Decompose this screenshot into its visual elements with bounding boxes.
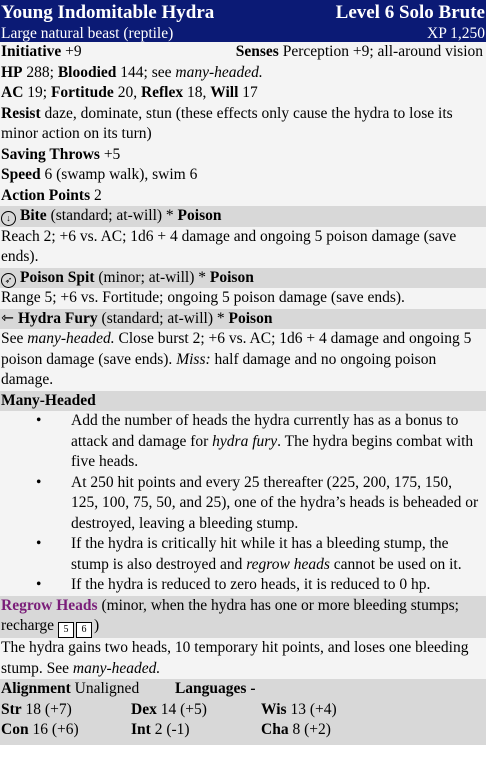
power-keyword: Poison	[177, 207, 222, 224]
ability-value: 8 (+2)	[292, 721, 331, 738]
hp-row	[1, 63, 485, 84]
bloodied-ref: many-headed.	[175, 63, 263, 81]
regrow-text: The hydra gains two heads, 10 temporary hit points, and loses one bleeding stump. See	[1, 639, 469, 677]
alignment-value: Unaligned	[74, 680, 140, 697]
will-value: 17	[242, 84, 258, 101]
initiative	[1, 42, 82, 63]
monster-xp: XP 1,250	[427, 25, 485, 42]
power-fury-header	[0, 309, 486, 330]
ability-cha	[261, 720, 401, 741]
bullet-text: . The hydra begins combat with five heads.	[71, 432, 474, 470]
footer	[0, 679, 486, 745]
ability-label: Wis	[261, 700, 287, 718]
senses-label: Senses	[235, 43, 279, 60]
hp-label: HP	[1, 63, 23, 81]
header-bottom-row	[1, 24, 485, 43]
action-points-value: 2	[94, 186, 102, 204]
will-label: Will	[210, 84, 239, 101]
monster-level: Level 6 Solo Brute	[335, 2, 485, 23]
ability-value: 18 (+7)	[25, 700, 72, 718]
ability-label: Dex	[131, 700, 157, 718]
resist-label: Resist	[1, 104, 41, 122]
bloodied-label: Bloodied	[57, 63, 117, 81]
ability-wis	[261, 700, 401, 721]
bloodied-value: 144; see	[120, 63, 172, 81]
ability-int	[131, 720, 261, 741]
resist-row	[1, 104, 485, 145]
power-bite-text: Reach 2; +6 vs. AC; 1d6 + 4 damage and ongoing 5 poison damage (save ends).	[0, 227, 486, 268]
power-keyword: Poison	[209, 268, 254, 286]
ac-value: 19;	[27, 84, 48, 101]
power-keyword: Poison	[228, 309, 273, 327]
defenses-row	[1, 83, 485, 104]
speed-value: 6 (swamp walk), swim 6	[44, 166, 198, 183]
senses	[236, 42, 483, 63]
power-usage: (minor; at-will) *	[98, 268, 207, 286]
languages-value: -	[250, 680, 256, 697]
fury-text-miss: Miss:	[176, 350, 211, 368]
action-points-label: Action Points	[1, 186, 91, 204]
power-usage: (minor, when the hydra has one or more bleeding stumps; recharge	[1, 596, 459, 634]
ability-label: Cha	[261, 721, 289, 738]
power-usage: (standard; at-will) *	[50, 207, 174, 224]
initiative-row	[1, 42, 485, 63]
bullet-text: At 250 hit points and every 25 thereafter (225, 200, 175, 150, 125, 100, 75, 50, and 25), one of the hydra’s heads is beheaded or destroyed, leaving a bleeding stump.	[71, 473, 479, 532]
fury-text-post: half damage and no ongoing poison damage.	[1, 350, 437, 388]
hp-value: 288;	[26, 63, 54, 81]
senses-value: Perception +9; all-around vision	[282, 43, 483, 60]
close-burst-icon: ⇽	[1, 309, 14, 327]
saves-row	[1, 145, 485, 166]
many-headed-title: Many-Headed	[0, 391, 486, 412]
ability-value: 16 (+6)	[32, 721, 79, 738]
bullet-em: regrow heads	[246, 555, 330, 573]
ability-value: 13 (+4)	[290, 700, 337, 718]
ability-label: Int	[131, 721, 151, 738]
power-name: Hydra Fury	[18, 309, 98, 327]
fort-label: Fortitude	[50, 84, 114, 101]
fury-text-pre: See	[1, 330, 24, 347]
bullet-text: Add the number of heads the hydra currently has as a bonus to attack and damage for	[71, 412, 459, 450]
monster-type: Large natural beast (reptile)	[1, 25, 174, 42]
saves-value: +5	[103, 145, 121, 163]
initiative-value: +9	[65, 43, 82, 60]
speed-row	[1, 165, 485, 186]
bullet-text: If the hydra is reduced to zero heads, it is reduced to 0 hp.	[71, 576, 431, 593]
saves-label: Saving Throws	[1, 145, 100, 163]
ref-label: Reflex	[140, 84, 184, 101]
list-item	[0, 575, 486, 596]
die-five-icon: 5	[58, 622, 74, 638]
core-stats	[0, 42, 486, 206]
fury-text-mid: Close burst 2; +6 vs. AC; 1d6 + 4 damage and ongoing 5 poison damage (save ends).	[1, 330, 472, 368]
ability-value: 14 (+5)	[160, 700, 207, 718]
melee-basic-icon: ↓	[1, 211, 16, 226]
speed-label: Speed	[1, 166, 41, 183]
ability-str	[1, 700, 131, 721]
ref-value: 18,	[186, 84, 207, 101]
power-name: Regrow Heads	[1, 596, 98, 614]
fort-value: 20,	[117, 84, 138, 101]
ability-scores	[1, 700, 485, 741]
ability-con	[1, 720, 131, 741]
power-fury-text	[0, 329, 486, 391]
list-item	[0, 411, 486, 473]
ability-label: Con	[1, 721, 29, 738]
bullet-text: cannot be used on it.	[333, 555, 462, 573]
list-item	[0, 473, 486, 535]
power-regrow-header	[0, 596, 486, 639]
fury-text-ref: many-headed.	[27, 330, 115, 347]
die-six-icon: 6	[76, 622, 92, 638]
languages-label: Languages	[174, 680, 247, 697]
power-bite-header	[0, 206, 486, 227]
power-usage-end: )	[93, 617, 100, 634]
power-name: Bite	[20, 207, 47, 224]
ability-label: Str	[1, 700, 22, 718]
power-name: Poison Spit	[20, 268, 95, 286]
regrow-ref: many-headed.	[72, 659, 161, 677]
ability-value: 2 (-1)	[154, 721, 190, 738]
many-headed-body	[0, 411, 486, 596]
power-spit-header	[0, 268, 486, 289]
power-regrow-text	[0, 638, 486, 679]
ac-label: AC	[1, 84, 24, 101]
bullet-em: hydra fury	[212, 432, 278, 450]
initiative-label: Initiative	[1, 43, 62, 60]
list-item	[0, 534, 486, 575]
monster-name: Young Indomitable Hydra	[1, 2, 215, 23]
power-usage: (standard; at-will) *	[101, 309, 225, 327]
ability-dex	[131, 700, 261, 721]
power-spit-text: Range 5; +6 vs. Fortitude; ongoing 5 poison damage (save ends).	[0, 288, 486, 309]
action-points-row	[1, 186, 485, 207]
resist-value: daze, dominate, stun (these effects only cause the hydra to lose its minor action on its turn)	[1, 104, 453, 142]
bullet-text: If the hydra is critically hit while it has a bleeding stump, the stump is also destroyed and	[71, 535, 449, 573]
alignment-label: Alignment	[1, 680, 71, 697]
many-headed-list	[0, 411, 486, 596]
alignment-row	[1, 679, 485, 700]
stat-block-header	[0, 0, 486, 42]
ranged-icon: ➶	[1, 273, 16, 288]
header-top-row	[1, 2, 485, 24]
